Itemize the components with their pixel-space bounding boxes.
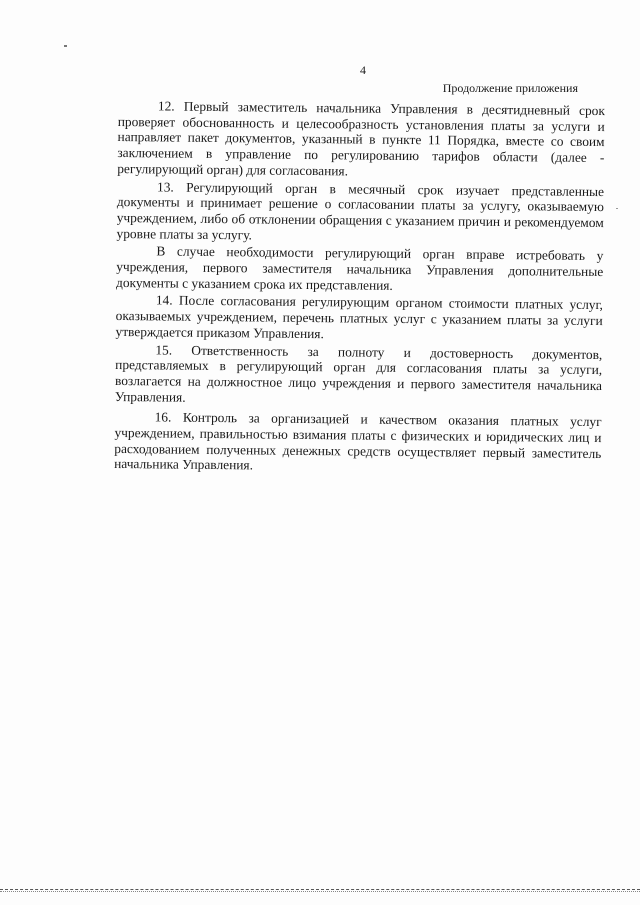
paragraph-12: 12. Первый заместитель начальника Управления в десятидневный срок проверяет обоснованность и целесообразность установления платы за услуги и направляет пакет документов, указанный в пункте 11 Порядка, вместе со своим заключением в управление по регулированию тарифов области (далее - регулирующий орган) для согласования. [117,98,605,179]
paragraph-13-addendum: В случае необходимости регулирующий орган вправе истребовать у учреждения, первого заместителя начальника Управления дополнительные документы с указанием срока их представления. [115,243,604,293]
paragraph-14: 14. После согласования регулирующим органом стоимости платных услуг, оказываемых учреждением, перечень платных услуг с указанием платы за услуги утверждается приказом Управления. [115,292,603,342]
continuation-label: Продолжение приложения [442,81,578,95]
paragraph-15: 15. Ответственность за полноту и достоверность документов, представляемых в регулирующий орган для согласования платы за услуги, возлагается на должностное лицо учреждения и первого заместителя начальника Управления. [114,341,603,405]
page-bottom-edge [0,889,640,890]
scan-artifact [64,45,67,47]
page-bottom-edge [0,891,640,892]
paragraph-13: 13. Регулирующий орган в месячный срок изучает представленные документы и принимает решение о согласовании платы за услугу, оказываемую учреждением, либо об отклонении обращения с указанием причин и рекомендуемом уровне платы за услугу. [116,178,605,243]
page-number: 4 [360,63,367,77]
document-body [114,98,605,479]
scan-artifact [616,208,618,209]
paragraph-16: 16. Контроль за организацией и качеством оказания платных услуг учреждением, правильностью взимания платы с физических и юридических лиц и расходованием полученных денежных средств осуществляет первый заместитель начальника Управления. [114,409,602,473]
